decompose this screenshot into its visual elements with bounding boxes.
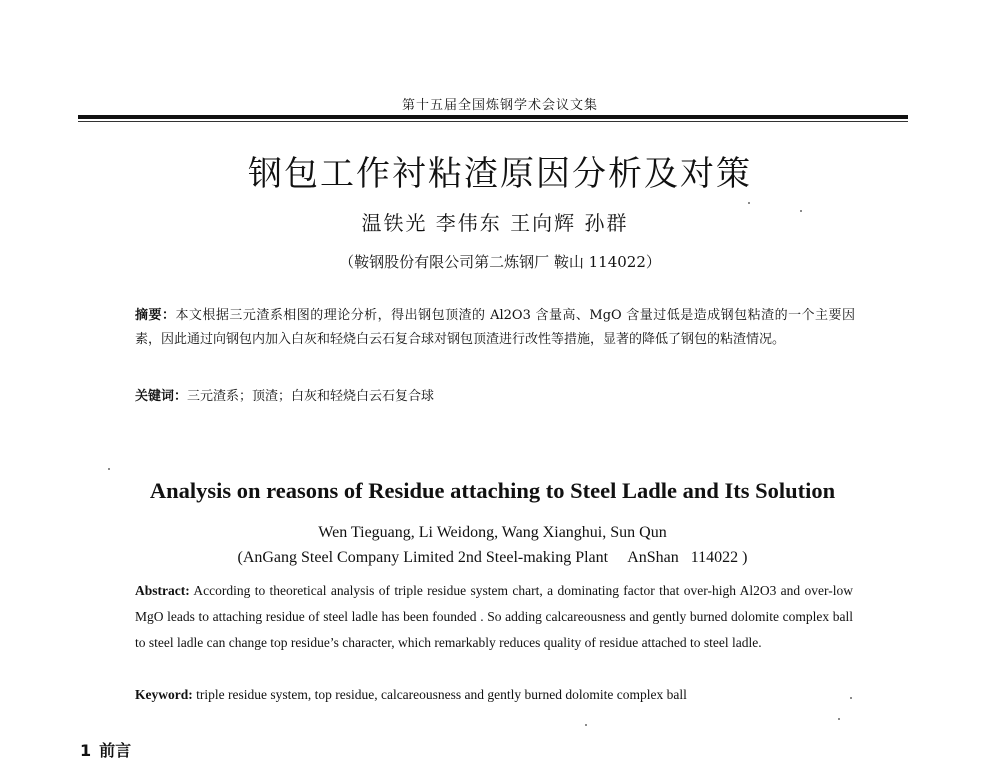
keywords-cn-text: 三元渣系；顶渣；白灰和轻烧白云石复合球	[187, 389, 435, 404]
scan-speck	[850, 697, 852, 699]
affiliation-cn: （鞍钢股份有限公司第二炼钢厂 鞍山 114022）	[339, 253, 661, 271]
section-number: 1	[80, 741, 92, 760]
abstract-en	[135, 578, 853, 656]
abstract-en-label: Abstract:	[135, 583, 190, 598]
abstract-cn	[135, 304, 855, 351]
title-en: Analysis on reasons of Residue attaching to Steel Ladle and Its Solution	[149, 478, 836, 503]
abstract-en-text: According to theoretical analysis of triple residue system chart, a dominating factor that over-high Al2O3 and over-low MgO leads to attaching residue of steel ladle has been founded . So adding calcareousness and gently burned dolomite complex ball to steel ladle can change top residue’s character, which remarkably reduces quality of residue attached to steel ladle.	[135, 583, 853, 650]
section-title: 前言	[99, 741, 132, 760]
scan-speck	[585, 724, 587, 726]
abstract-cn-label: 摘要：	[135, 308, 176, 323]
section-heading-introduction	[80, 738, 131, 761]
scan-speck	[748, 202, 750, 204]
keywords-cn	[135, 385, 855, 408]
scan-speck	[108, 468, 110, 470]
affiliation-en: (AnGang Steel Company Limited 2nd Steel-making Plant AnShan 114022 )	[237, 549, 748, 566]
authors-cn: 温铁光 李伟东 王向辉 孙群	[361, 211, 629, 235]
header-rule-thick	[78, 115, 908, 119]
keywords-en	[135, 685, 853, 705]
keywords-en-label: Keyword:	[135, 687, 193, 702]
title-cn: 钢包工作衬粘渣原因分析及对策	[248, 154, 752, 194]
abstract-cn-text: 本文根据三元渣系相图的理论分析，得出钢包顶渣的 Al2O3 含量高、MgO 含量过低是造成钢包粘渣的一个主要因素，因此通过向钢包内加入白灰和轻烧白云石复合球对钢包顶渣进行改性等措施，显著的降低了钢包的粘渣情况。	[135, 308, 855, 347]
scan-speck	[838, 718, 840, 720]
header-rule-thin	[78, 121, 908, 122]
scan-speck	[800, 210, 802, 212]
keywords-cn-label: 关键词：	[135, 389, 188, 404]
running-header: 第十五届全国炼钢学术会议文集	[401, 98, 598, 113]
keywords-en-text: triple residue system, top residue, calcareousness and gently burned dolomite complex ball	[196, 687, 687, 702]
authors-en: Wen Tieguang, Li Weidong, Wang Xianghui, Sun Qun	[318, 524, 667, 541]
